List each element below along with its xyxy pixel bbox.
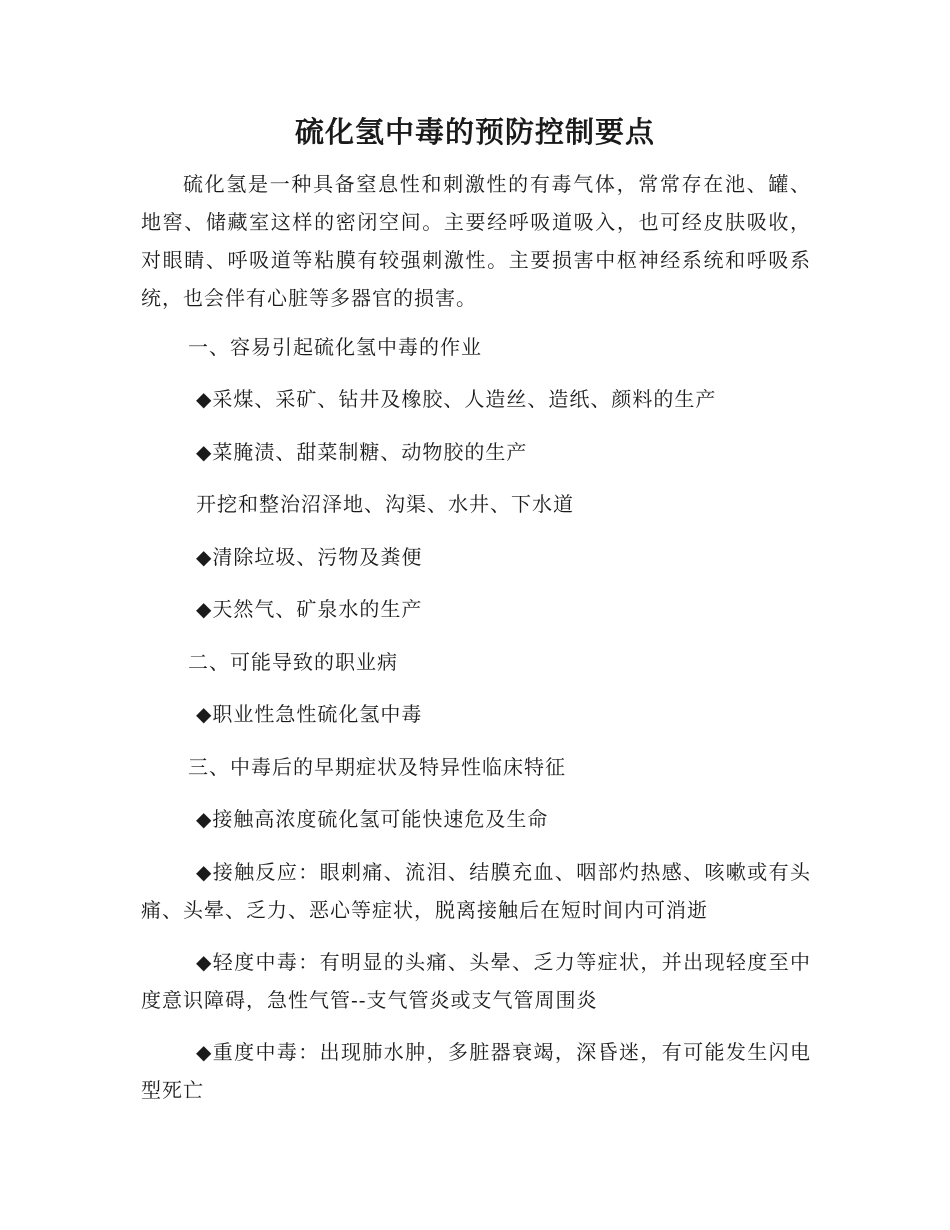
section-heading-2: 二、可能导致的职业病 <box>188 650 398 674</box>
list-item: ◆重度中毒：出现肺水肿，多脏器衰竭，深昏迷，有可能发生闪电型死亡 <box>141 1040 811 1102</box>
list-item: 开挖和整治沼泽地、沟渠、水井、下水道 <box>196 492 574 516</box>
list-item: ◆职业性急性硫化氢中毒 <box>196 702 423 726</box>
section-heading-3: 三、中毒后的早期症状及特异性临床特征 <box>188 755 566 779</box>
list-item: ◆菜腌渍、甜菜制糖、动物胶的生产 <box>196 440 528 464</box>
list-item: ◆采煤、采矿、钻井及橡胶、人造丝、造纸、颜料的生产 <box>196 387 717 411</box>
intro-paragraph: 硫化氢是一种具备窒息性和刺激性的有毒气体，常常存在池、罐、地窖、储藏室这样的密闭空间。主要经呼吸道吸入，也可经皮肤吸收，对眼睛、呼吸道等粘膜有较强刺激性。主要损害中枢神经系统和呼吸系统，也会伴有心脏等多器官的损害。 <box>141 172 811 310</box>
section-heading-1: 一、容易引起硫化氢中毒的作业 <box>188 335 482 359</box>
list-item: ◆接触高浓度硫化氢可能快速危及生命 <box>196 807 549 831</box>
document-title: 硫化氢中毒的预防控制要点 <box>294 115 655 149</box>
list-item: ◆轻度中毒：有明显的头痛、头晕、乏力等症状，并出现轻度至中度意识障碍，急性气管--支气管炎或支气管周围炎 <box>141 950 811 1012</box>
list-item: ◆清除垃圾、污物及粪便 <box>196 545 423 569</box>
list-item: ◆接触反应：眼刺痛、流泪、结膜充血、咽部灼热感、咳嗽或有头痛、头晕、乏力、恶心等症状，脱离接触后在短时间内可消逝 <box>141 860 811 922</box>
list-item: ◆天然气、矿泉水的生产 <box>196 597 423 621</box>
